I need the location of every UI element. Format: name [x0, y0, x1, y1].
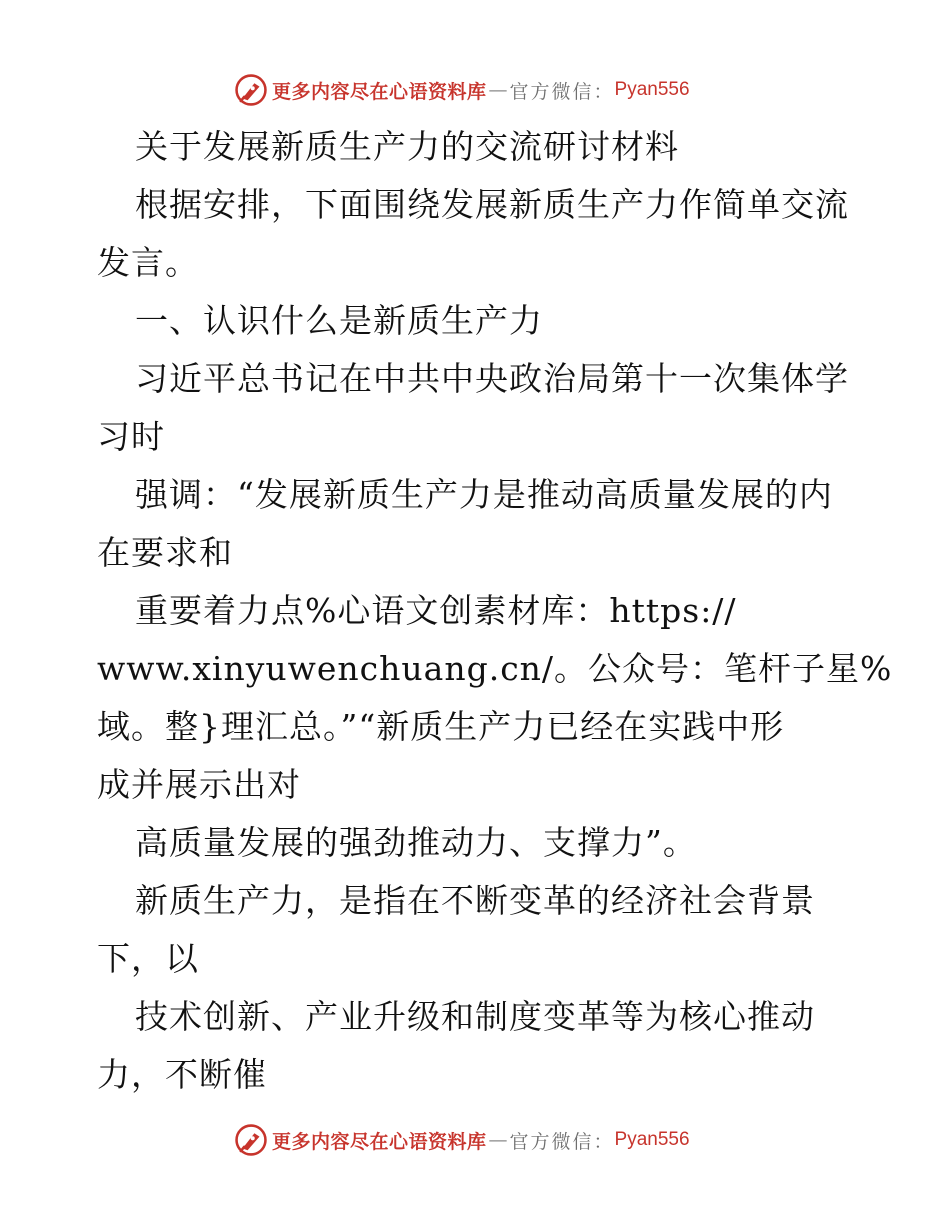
paragraph-line: 根据安排，下面围绕发展新质生产力作简单交流 [135, 185, 849, 224]
paragraph-line: 下，以 [97, 939, 199, 978]
banner-library-text: 更多内容尽在心语资料库 [272, 1130, 487, 1153]
document-title: 关于发展新质生产力的交流研讨材料 [135, 127, 679, 166]
document-body [97, 118, 893, 1104]
paragraph-line: 技术创新、产业升级和制度变革等为核心推动 [135, 997, 815, 1036]
banner-wechat-label: 官方微信： [509, 1130, 615, 1153]
paragraph-line: 强调：“发展新质生产力是推动高质量发展的内 [135, 475, 833, 514]
paragraph-line: 习时 [97, 417, 165, 456]
header-banner[interactable] [234, 72, 690, 108]
banner-wechat-id: Pyan556 [614, 1129, 690, 1150]
paragraph-line: 习近平总书记在中共中央政治局第十一次集体学 [135, 359, 849, 398]
banner-library-text: 更多内容尽在心语资料库 [272, 80, 487, 103]
banner-separator: — [488, 1129, 508, 1151]
paragraph-line: 发言。 [97, 243, 199, 282]
banner-separator: — [488, 79, 508, 101]
paragraph-line: 高质量发展的强劲推动力、支撑力”。 [135, 823, 697, 862]
paragraph-line: 在要求和 [97, 533, 233, 572]
paragraph-line: 力，不断催 [97, 1055, 267, 1094]
paragraph-line: 成并展示出对 [97, 765, 301, 804]
paragraph-line-url: www.xinyuwenchuang.cn/。公众号：笔杆子星% [97, 649, 893, 688]
paragraph-line: 重要着力点%心语文创素材库：https:// [135, 591, 737, 630]
pen-nib-logo-icon [234, 73, 268, 107]
section-heading: 一、认识什么是新质生产力 [135, 301, 543, 340]
pen-nib-logo-icon [234, 1123, 268, 1157]
banner-wechat-id: Pyan556 [614, 79, 690, 100]
paragraph-line: 域。整}理汇总。”“新质生产力已经在实践中形 [97, 707, 785, 746]
banner-wechat-label: 官方微信： [509, 80, 615, 103]
paragraph-line: 新质生产力，是指在不断变革的经济社会背景 [135, 881, 815, 920]
footer-banner[interactable] [234, 1122, 690, 1158]
